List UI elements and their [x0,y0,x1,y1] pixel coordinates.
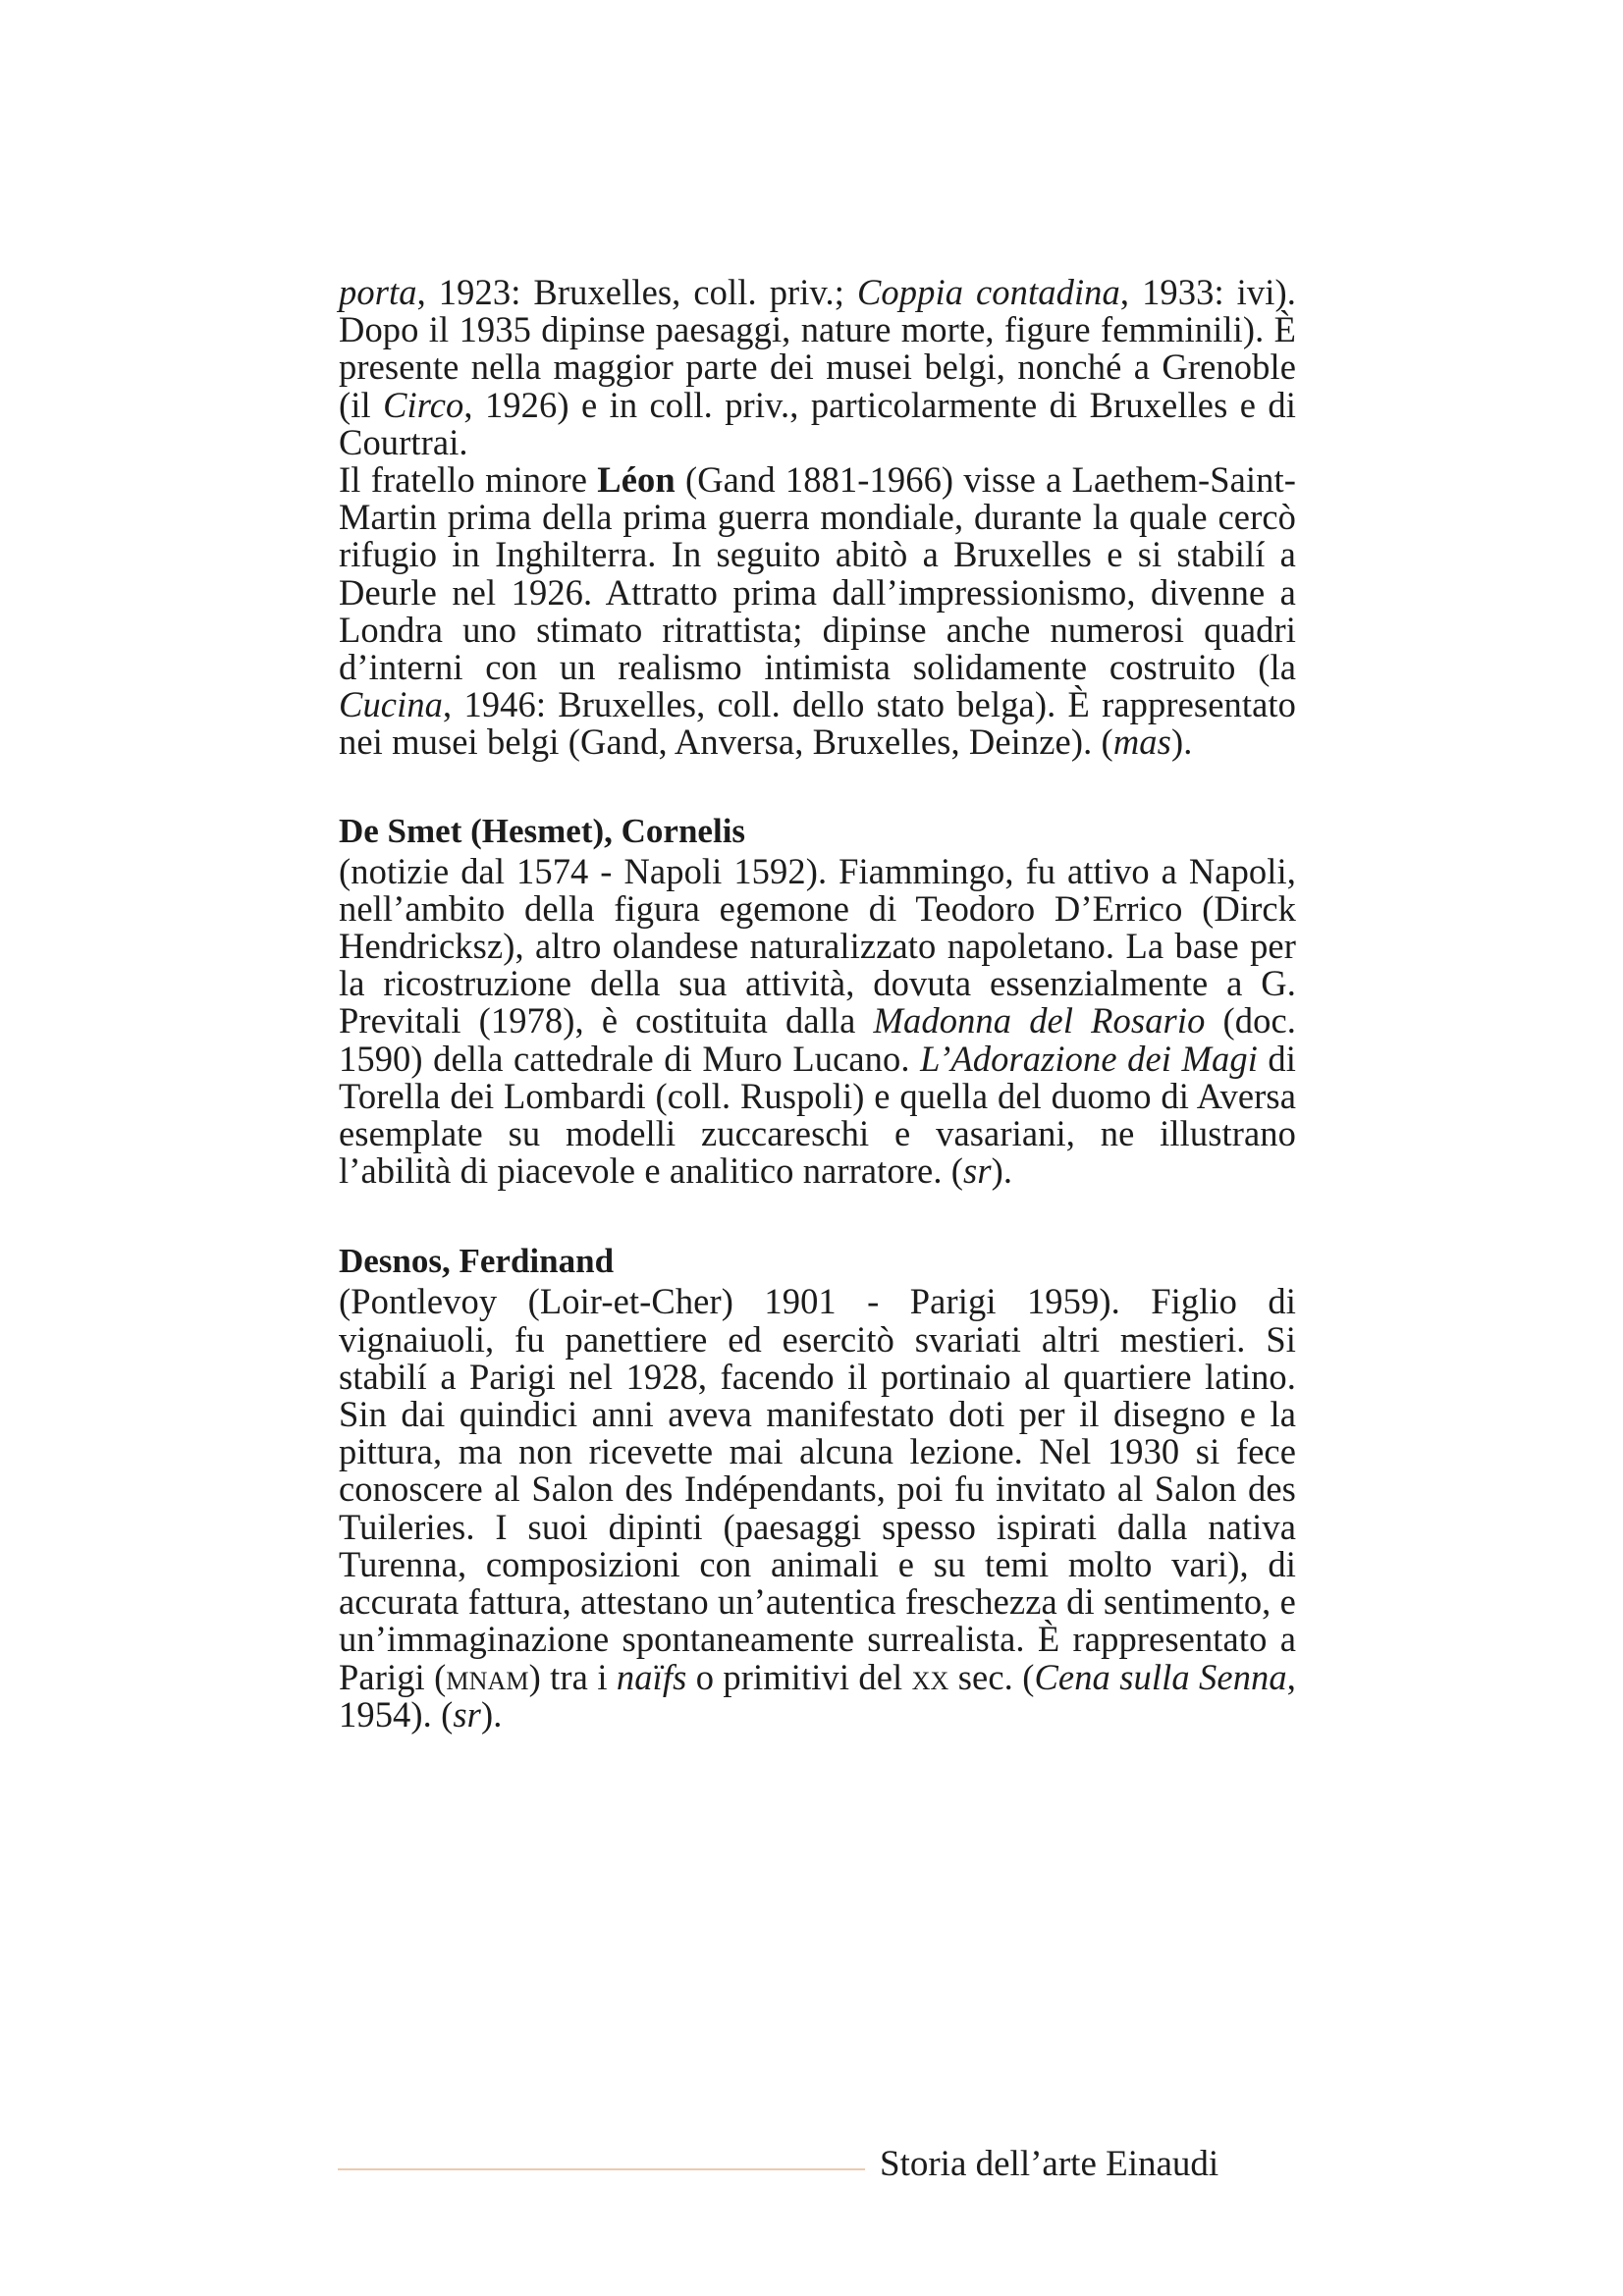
author-initials: sr [963,1150,992,1192]
text-run: ). [991,1150,1013,1192]
text-run: (notizie dal 1574 - Napoli 1592). Fiammingo, fu attivo a Napoli, nell’ambito della figura egemone di Teodoro D’Errico (Dirck Hendricksz), altro olandese naturalizzato napoletano. La base per la ricostruzione della sua attività, dovuta essenzialmente a G. Previtali (1978), è costituita dalla [339,850,1296,1041]
text-run: , 1946: Bruxelles, coll. dello stato belga). È rappresentato nei musei belgi (Gand, Anversa, Bruxelles, Deinze). ( [339,684,1296,763]
text-run: (Gand 1881-1966) visse a Laethem-Saint-Martin prima della prima guerra mondiale, durante la quale cercò rifugio in Inghilterra. In seguito abitò a Bruxelles e si stabilí a Deurle nel 1926. Attratto prima dall’impressionismo, divenne a Londra uno stimato ritrattista; dipinse anche numerosi quadri d’interni con un realismo intimista solidamente costruito (la [339,459,1296,688]
entry-heading-desmet: De Smet (Hesmet), Cornelis [339,811,746,850]
text-run: o primitivi del [686,1656,912,1697]
entry-body-desmet [339,850,1296,1192]
brother-leon-paragraph [339,461,1296,762]
footer-publication-title: Storia dell’arte Einaudi [880,2144,1219,2184]
text-run: , 1923: Bruxelles, coll. priv.; [416,272,857,312]
text-run: Il fratello minore [339,459,598,501]
style-term: naïfs [616,1656,687,1697]
artwork-title: Circo [383,384,464,425]
author-initials: sr [453,1693,481,1735]
artwork-title: Coppia contadina [856,272,1120,312]
text-run: ). [480,1693,503,1735]
person-name: Léon [597,459,676,501]
museum-abbreviation: mnam [446,1656,529,1697]
artwork-title: Cena sulla Senna [1034,1656,1287,1697]
text-run: di Torella dei Lombardi (coll. Ruspoli) e quella del duomo di Aversa esemplate su modelli zuccareschi e vasariani, ne illustrano l’abilità di piacevole e analitico narratore. ( [339,1038,1296,1192]
text-run: , 1933: ivi). Dopo il 1935 dipinse paesaggi, nature morte, figure femminili). È presente nella maggior parte dei musei belgi, nonché a Grenoble (il [339,272,1296,425]
entry-body-desnos [339,1283,1296,1733]
artwork-title: L’Adorazione dei Magi [920,1038,1258,1079]
artwork-title: porta [339,272,417,312]
text-run: , 1926) e in coll. priv., particolarmente di Bruxelles e di Courtrai. [339,384,1296,462]
continued-entry-paragraph [339,274,1296,461]
text-run: (doc. 1590) della cattedrale di Muro Lucano. [339,1000,1296,1079]
text-run: sec. ( [948,1656,1035,1697]
footer-divider [338,2168,865,2170]
text-run: (Pontlevoy (Loir-et-Cher) 1901 - Parigi 1959). Figlio di vignaiuoli, fu panettiere ed esercitò svariati altri mestieri. Si stabilí a Parigi nel 1928, facendo il portinaio al quartiere latino. Sin dai quindici anni aveva manifestato doti per il disegno e la pittura, ma non ricevette mai alcuna lezione. Nel 1930 si fece conoscere al Salon des Indépendants, poi fu invitato al Salon des Tuileries. I suoi dipinti (paesaggi spesso ispirati dalla nativa Turenna, composizioni con animali e su temi molto vari), di accurata fattura, attestano un’autentica freschezza di sentimento, e un’immaginazione spontaneamente surrealista. È rappresentato a Parigi ( [339,1281,1296,1697]
artwork-title: Madonna del Rosario [873,1000,1206,1041]
artwork-title: Cucina [339,684,444,725]
century-numeral: xx [911,1656,949,1697]
text-run: ). [1170,721,1193,763]
text-run: , 1954). ( [339,1656,1296,1735]
author-initials: mas [1112,721,1171,763]
entry-heading-desnos: Desnos, Ferdinand [339,1242,615,1281]
page-body [339,274,1296,1734]
text-run: ) tra i [528,1656,617,1697]
